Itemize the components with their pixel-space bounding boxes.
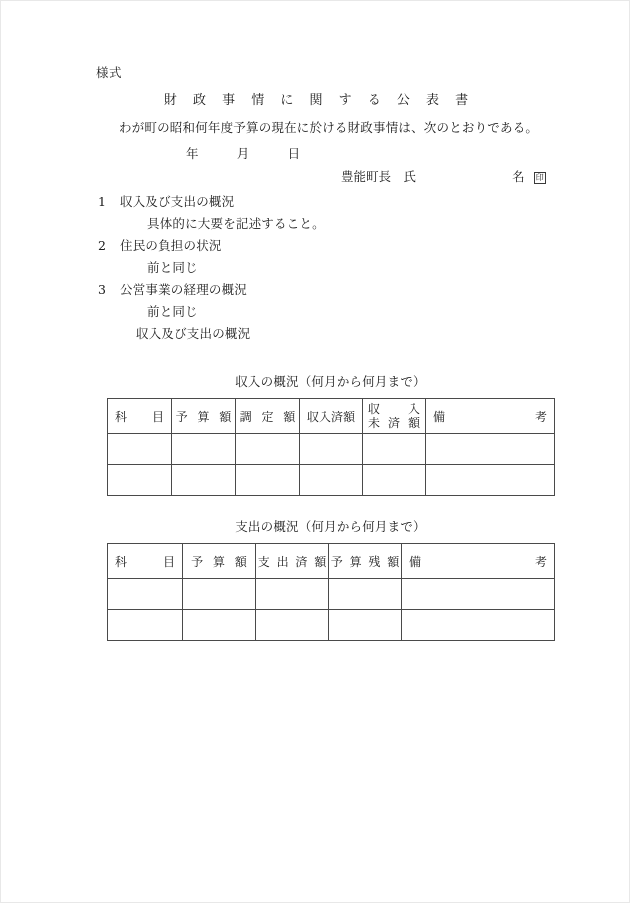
- column-header-uncollected-amount: [363, 399, 426, 434]
- list-item-number: 2: [98, 238, 106, 253]
- income-table: [107, 398, 555, 496]
- table-cell[interactable]: [236, 434, 300, 465]
- table-cell[interactable]: [329, 610, 402, 641]
- header-text: 済: [387, 416, 400, 430]
- column-header-budget-balance: 予 算 残 額: [329, 544, 402, 579]
- column-header-assessed-amount: 調 定 額: [236, 399, 300, 434]
- table-cell[interactable]: [402, 579, 555, 610]
- header-text: 未: [368, 416, 381, 430]
- table-cell[interactable]: [108, 579, 183, 610]
- list-item-number: 1: [98, 194, 106, 209]
- header-text: 収: [368, 402, 381, 416]
- list-item-title: 収入及び支出の概況: [120, 194, 235, 209]
- column-header-paid-amount: 支 出 済 額: [256, 544, 329, 579]
- list-item-sub: 前と同じ: [147, 260, 198, 275]
- table-cell[interactable]: [172, 465, 236, 496]
- list-item: [1, 191, 630, 213]
- table-cell[interactable]: [256, 610, 329, 641]
- expenditure-table: [107, 543, 555, 641]
- table-cell[interactable]: [172, 434, 236, 465]
- table-cell[interactable]: [236, 465, 300, 496]
- expenditure-table-block: [107, 517, 554, 641]
- table-cell[interactable]: [300, 434, 363, 465]
- form-label: 様式: [96, 65, 123, 80]
- intro-paragraph: わが町の昭和何年度予算の現在に於ける財政事情は、次のとおりである。: [119, 120, 539, 135]
- table-cell[interactable]: [402, 610, 555, 641]
- table-cell[interactable]: [363, 434, 426, 465]
- table-cell[interactable]: [183, 610, 256, 641]
- header-text: 入: [407, 402, 420, 416]
- numbered-item-list: [1, 191, 630, 345]
- table-header-row: [108, 544, 555, 579]
- header-text: 科: [115, 554, 128, 569]
- table-row: [108, 579, 555, 610]
- column-header-subject: [108, 399, 172, 434]
- column-header-subject: [108, 544, 183, 579]
- page-title: 財 政 事 情 に 関 す る 公 表 書: [163, 93, 475, 108]
- table-cell[interactable]: [300, 465, 363, 496]
- table-cell[interactable]: [256, 579, 329, 610]
- expenditure-table-caption: 支出の概況（何月から何月まで）: [235, 519, 426, 534]
- header-text: 備: [433, 409, 446, 424]
- table-cell[interactable]: [108, 610, 183, 641]
- header-text: 考: [534, 554, 547, 569]
- list-item-sub: 具体的に大要を記述すること。: [147, 216, 325, 231]
- income-table-block: [107, 372, 554, 496]
- table-row: [108, 434, 555, 465]
- signature-name-seal: [512, 167, 546, 185]
- column-header-received-amount: 収入済額: [300, 399, 363, 434]
- table-cell[interactable]: [426, 434, 555, 465]
- column-header-budget-amount: 予 算 額: [172, 399, 236, 434]
- column-header-remarks: [426, 399, 555, 434]
- column-header-budget-amount: 予 算 額: [183, 544, 256, 579]
- list-item-sub: 前と同じ: [147, 304, 198, 319]
- list-item: [1, 235, 630, 257]
- list-item-title: 住民の負担の状況: [120, 238, 222, 253]
- list-item: [1, 279, 630, 301]
- list-item-title: 公営事業の経理の概況: [120, 282, 248, 297]
- table-header-row: [108, 399, 555, 434]
- signature-name-label: 名: [512, 169, 525, 184]
- table-cell[interactable]: [108, 465, 172, 496]
- header-text: 目: [162, 554, 175, 569]
- table-cell[interactable]: [183, 579, 256, 610]
- list-item-number: 3: [98, 282, 106, 297]
- header-text: 備: [409, 554, 422, 569]
- date-line: 年 月 日: [186, 146, 301, 161]
- header-text: 目: [151, 409, 164, 424]
- table-cell[interactable]: [329, 579, 402, 610]
- header-text: 額: [407, 416, 420, 430]
- column-header-remarks: [402, 544, 555, 579]
- table-cell[interactable]: [363, 465, 426, 496]
- list-trailer-line: 収入及び支出の概況: [136, 326, 251, 341]
- income-table-caption: 収入の概況（何月から何月まで）: [235, 374, 426, 389]
- signature-office: 豊能町長 氏: [341, 169, 417, 184]
- table-cell[interactable]: [426, 465, 555, 496]
- signature-line: [341, 167, 546, 185]
- header-text: 科: [115, 409, 128, 424]
- table-cell[interactable]: [108, 434, 172, 465]
- table-row: [108, 465, 555, 496]
- seal-icon: 印: [535, 173, 544, 182]
- header-text: 考: [534, 409, 547, 424]
- table-row: [108, 610, 555, 641]
